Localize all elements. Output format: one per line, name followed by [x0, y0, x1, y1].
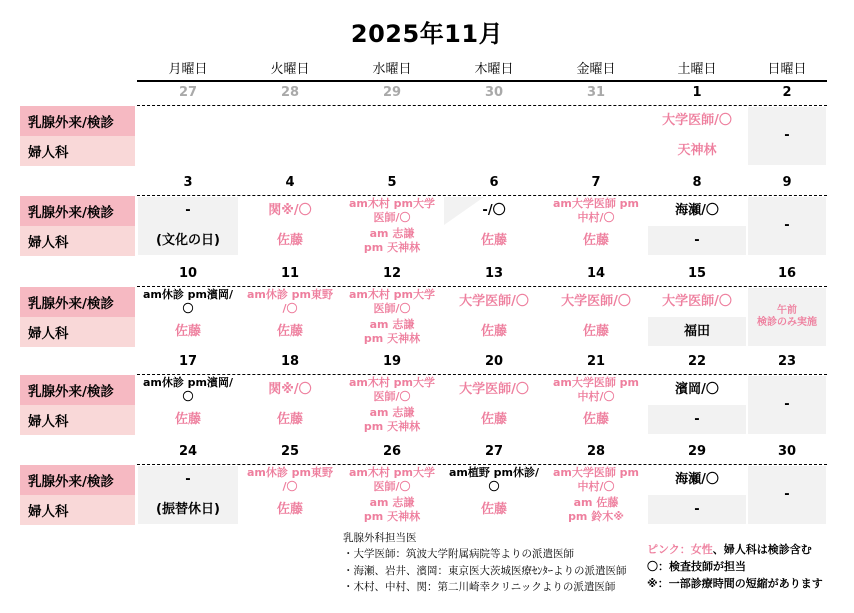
weekday-header: 土曜日 [677, 62, 717, 77]
weekday-header: 水曜日 [372, 62, 412, 77]
breast-schedule-cell [341, 106, 443, 136]
date-number: 26 [382, 444, 402, 459]
date-number: 20 [484, 354, 504, 369]
header-rule [137, 80, 827, 82]
breast-schedule-cell: 海瀬/〇 [675, 471, 719, 487]
breast-clinic-label: 乳腺外来/検診 [20, 375, 135, 405]
gynecology-schedule-cell: 佐藤 [480, 232, 507, 248]
gynecology-schedule-cell: 佐藤 [174, 411, 201, 427]
date-number: 15 [687, 266, 707, 281]
weekday-header: 月曜日 [168, 62, 208, 77]
date-number: 8 [692, 175, 702, 190]
date-number: 7 [591, 175, 601, 190]
breast-schedule-cell: - [784, 217, 790, 233]
legend-asterisk: ※：一部診療時間の短縮があります [647, 577, 823, 591]
breast-schedule-cell [137, 106, 239, 136]
weekday-header: 日曜日 [767, 62, 807, 77]
breast-clinic-label: 乳腺外来/検診 [20, 287, 135, 317]
date-number: 23 [777, 354, 797, 369]
date-number: 31 [586, 85, 606, 100]
date-number: 27 [178, 85, 198, 100]
date-number: 2 [782, 85, 792, 100]
date-number: 28 [586, 444, 606, 459]
breast-clinic-label: 乳腺外来/検診 [20, 106, 135, 136]
legend-circle: 〇：検査技師が担当 [647, 560, 746, 574]
weekday-header: 火曜日 [270, 62, 310, 77]
date-number: 19 [382, 354, 402, 369]
gynecology-schedule-cell: - [694, 501, 700, 517]
breast-schedule-cell: 大学医師/〇 [662, 112, 732, 128]
gynecology-schedule-cell: 佐藤 [174, 323, 201, 339]
gynecology-schedule-cell: 佐藤 [582, 411, 609, 427]
date-number: 14 [586, 266, 606, 281]
breast-schedule-cell: am休診 pm濱岡/ 〇 [142, 376, 234, 403]
gynecology-schedule-cell: 佐藤 [276, 232, 303, 248]
gynecology-schedule-cell: 佐藤 [582, 232, 609, 248]
legend-pink-label: ピンク：女性 [647, 543, 713, 556]
weekday-header: 金曜日 [576, 62, 616, 77]
breast-clinic-label: 乳腺外来/検診 [20, 196, 135, 226]
breast-schedule-cell: am休診 pm東野 /〇 [246, 288, 334, 315]
calendar-title: 2025年11月 [350, 20, 504, 48]
date-number: 4 [285, 175, 295, 190]
date-number: 21 [586, 354, 606, 369]
date-number: 25 [280, 444, 300, 459]
breast-schedule-cell: 海瀬/〇 [675, 202, 719, 218]
gynecology-schedule-cell: am 志謙 pm 天神林 [363, 318, 421, 345]
gynecology-schedule-cell: 佐藤 [276, 323, 303, 339]
breast-schedule-cell: - [185, 202, 191, 218]
gynecology-schedule-cell: 天神林 [677, 142, 717, 158]
gynecology-schedule-cell: am 佐藤 pm 鈴木※ [568, 496, 624, 523]
breast-schedule-cell: 関※/〇 [268, 202, 312, 218]
date-number: 22 [687, 354, 707, 369]
gynecology-schedule-cell: - [694, 411, 700, 427]
date-number: 28 [280, 85, 300, 100]
breast-schedule-cell [239, 106, 341, 136]
gynecology-schedule-cell: am 志謙 pm 天神林 [363, 406, 421, 433]
gynecology-schedule-cell: (文化の日) [156, 232, 220, 248]
legend-pink [647, 541, 823, 558]
breast-schedule-cell: am大学医師 pm 中村/〇 [552, 466, 640, 493]
date-number: 27 [484, 444, 504, 459]
date-number: 30 [777, 444, 797, 459]
breast-schedule-cell: 大学医師/〇 [459, 293, 529, 309]
date-number: 10 [178, 266, 198, 281]
gynecology-schedule-cell: 佐藤 [480, 411, 507, 427]
gynecology-label: 婦人科 [20, 495, 135, 525]
breast-schedule-cell: 濱岡/〇 [675, 381, 719, 397]
date-number: 30 [484, 85, 504, 100]
notes-line: ・木村、中村、関：第二川崎幸クリニックよりの派遣医師 [343, 580, 616, 593]
breast-schedule-cell: - [784, 486, 790, 502]
breast-schedule-cell: -/〇 [482, 202, 506, 218]
gynecology-schedule-cell: 佐藤 [276, 501, 303, 517]
date-number: 12 [382, 266, 402, 281]
gynecology-schedule-cell: 佐藤 [480, 323, 507, 339]
breast-schedule-cell: am休診 pm東野 /〇 [246, 466, 334, 493]
doctor-notes [343, 530, 627, 595]
gynecology-schedule-cell: 佐藤 [480, 501, 507, 517]
weekday-header: 木曜日 [474, 62, 514, 77]
breast-schedule-cell: am木村 pm大学 医師/〇 [348, 197, 436, 224]
gynecology-schedule-cell: 佐藤 [276, 411, 303, 427]
notes-line: ・大学医師：筑波大学附属病院等よりの派遣医師 [343, 548, 574, 561]
gynecology-schedule-cell: am 志謙 pm 天神林 [363, 496, 421, 523]
breast-schedule-cell: 大学医師/〇 [561, 293, 631, 309]
notes-heading: 乳腺外科担当医 [343, 532, 417, 544]
date-number: 3 [183, 175, 193, 190]
date-number: 18 [280, 354, 300, 369]
breast-schedule-cell: - [784, 127, 790, 143]
gynecology-label: 婦人科 [20, 136, 135, 166]
breast-schedule-cell [545, 106, 647, 136]
breast-schedule-cell: - [185, 471, 191, 487]
gynecology-label: 婦人科 [20, 405, 135, 435]
breast-clinic-label: 乳腺外来/検診 [20, 465, 135, 495]
breast-schedule-cell: 午前 検診のみ実施 [757, 304, 817, 328]
breast-schedule-cell: 大学医師/〇 [459, 381, 529, 397]
date-number: 24 [178, 444, 198, 459]
breast-schedule-cell [443, 106, 545, 136]
breast-schedule-cell: - [784, 396, 790, 412]
breast-schedule-cell: 大学医師/〇 [662, 293, 732, 309]
breast-schedule-cell: am休診 pm濱岡/ 〇 [142, 288, 234, 315]
date-number: 29 [687, 444, 707, 459]
date-number: 29 [382, 85, 402, 100]
breast-schedule-cell: am大学医師 pm 中村/〇 [552, 376, 640, 403]
gynecology-schedule-cell: 福田 [683, 323, 710, 339]
gynecology-schedule-cell: 佐藤 [582, 323, 609, 339]
notes-line: ・海瀬、岩井、濱岡：東京医大茨城医療ｾﾝﾀｰよりの派遣医師 [343, 564, 627, 577]
date-number: 9 [782, 175, 792, 190]
gynecology-schedule-cell: (振替休日) [156, 501, 220, 517]
legend-pink-rest: 、婦人科は検診含む [712, 543, 812, 556]
breast-schedule-cell: am木村 pm大学 医師/〇 [348, 376, 436, 403]
gynecology-label: 婦人科 [20, 317, 135, 347]
date-number: 13 [484, 266, 504, 281]
date-number: 16 [777, 266, 797, 281]
breast-schedule-cell: am大学医師 pm 中村/〇 [552, 197, 640, 224]
breast-schedule-cell: 関※/〇 [268, 381, 312, 397]
gynecology-label: 婦人科 [20, 226, 135, 256]
date-number: 5 [387, 175, 397, 190]
date-number: 11 [280, 266, 300, 281]
date-number: 6 [489, 175, 499, 190]
legend [647, 541, 823, 592]
breast-schedule-cell: am植野 pm休診/ 〇 [448, 466, 540, 493]
breast-schedule-cell: am木村 pm大学 医師/〇 [348, 288, 436, 315]
gynecology-schedule-cell: am 志謙 pm 天神林 [363, 227, 421, 254]
date-number: 1 [692, 85, 702, 100]
gynecology-schedule-cell: - [694, 232, 700, 248]
date-number: 17 [178, 354, 198, 369]
breast-schedule-cell: am木村 pm大学 医師/〇 [348, 466, 436, 493]
